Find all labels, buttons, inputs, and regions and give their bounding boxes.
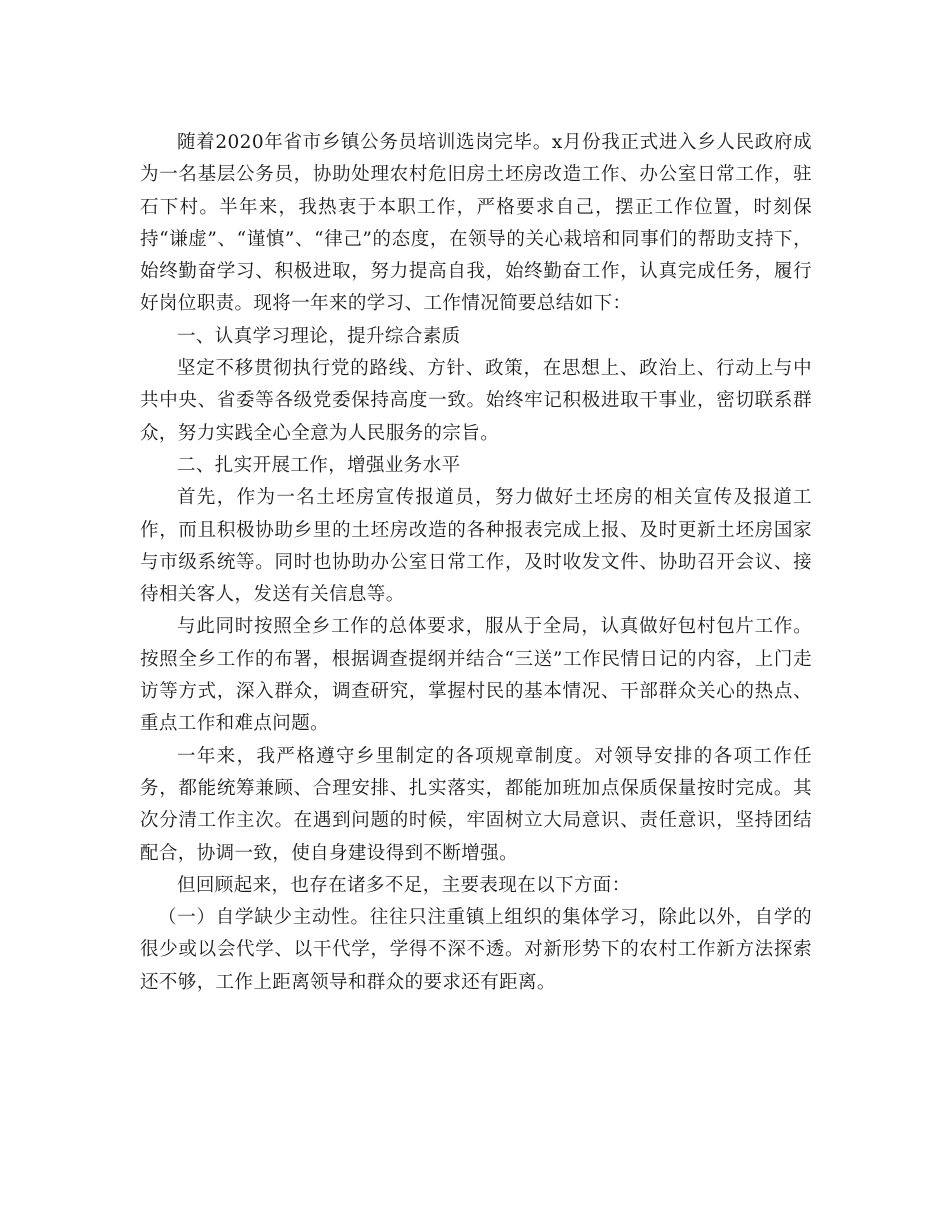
intro-paragraph: 随着2020年省市乡镇公务员培训选岗完毕。x月份我正式进入乡人民政府成为一名基层公务员，协助处理农村危旧房土坯房改造工作、办公室日常工作，驻石下村。半年来，我热衷于本职工作，严格要求自己，摆正工作位置，时刻保持“谦虚”、“谨慎”、“律己”的态度，在领导的关心栽培和同事们的帮助支持下，始终勤奋学习、积极进取，努力提高自我，始终勤奋工作，认真完成任务，履行好岗位职责。现将一年来的学习、工作情况简要总结如下： — [140, 132, 812, 315]
shortcoming-item-1: （一）自学缺少主动性。往往只注重镇上组织的集体学习，除此以外，自学的很少或以会代学、以干代学，学得不深不透。对新形势下的农村工作新方法探索还不够，工作上距离领导和群众的要求还有距离。 — [140, 907, 812, 993]
section-2-paragraph-2: 与此同时按照全乡工作的总体要求，服从于全局，认真做好包村包片工作。按照全乡工作的布署，根据调查提纲并结合“三送”工作民情日记的内容，上门走访等方式，深入群众，调查研究，掌握村民的基本情况、干部群众关心的热点、重点工作和难点问题。 — [140, 616, 812, 735]
shortcomings-intro-paragraph: 但回顾起来，也存在诸多不足，主要表现在以下方面： — [177, 874, 631, 896]
section-heading-1: 一、认真学习理论，提升综合素质 — [177, 325, 461, 347]
section-2-paragraph-3: 一年来，我严格遵守乡里制定的各项规章制度。对领导安排的各项工作任务，都能统筹兼顾、合理安排、扎实落实，都能加班加点保质保量按时完成。其次分清工作主次。在遇到问题的时候，牢固树立大局意识、责任意识，坚持团结配合，协调一致，使自身建设得到不断增强。 — [140, 745, 812, 864]
section-2-paragraph-1: 首先，作为一名土坯房宣传报道员，努力做好土坯房的相关宣传及报道工作，而且积极协助乡里的土坯房改造的各种报表完成上报、及时更新土坯房国家与市级系统等。同时也协助办公室日常工作，及时收发文件、协助召开会议、接待相关客人，发送有关信息等。 — [140, 487, 812, 606]
section-heading-2: 二、扎实开展工作，增强业务水平 — [177, 454, 461, 476]
document-body — [140, 127, 812, 999]
section-1-paragraph: 坚定不移贯彻执行党的路线、方针、政策，在思想上、政治上、行动上与中共中央、省委等各级党委保持高度一致。始终牢记积极进取干事业，密切联系群众，努力实践全心全意为人民服务的宗旨。 — [140, 358, 812, 444]
